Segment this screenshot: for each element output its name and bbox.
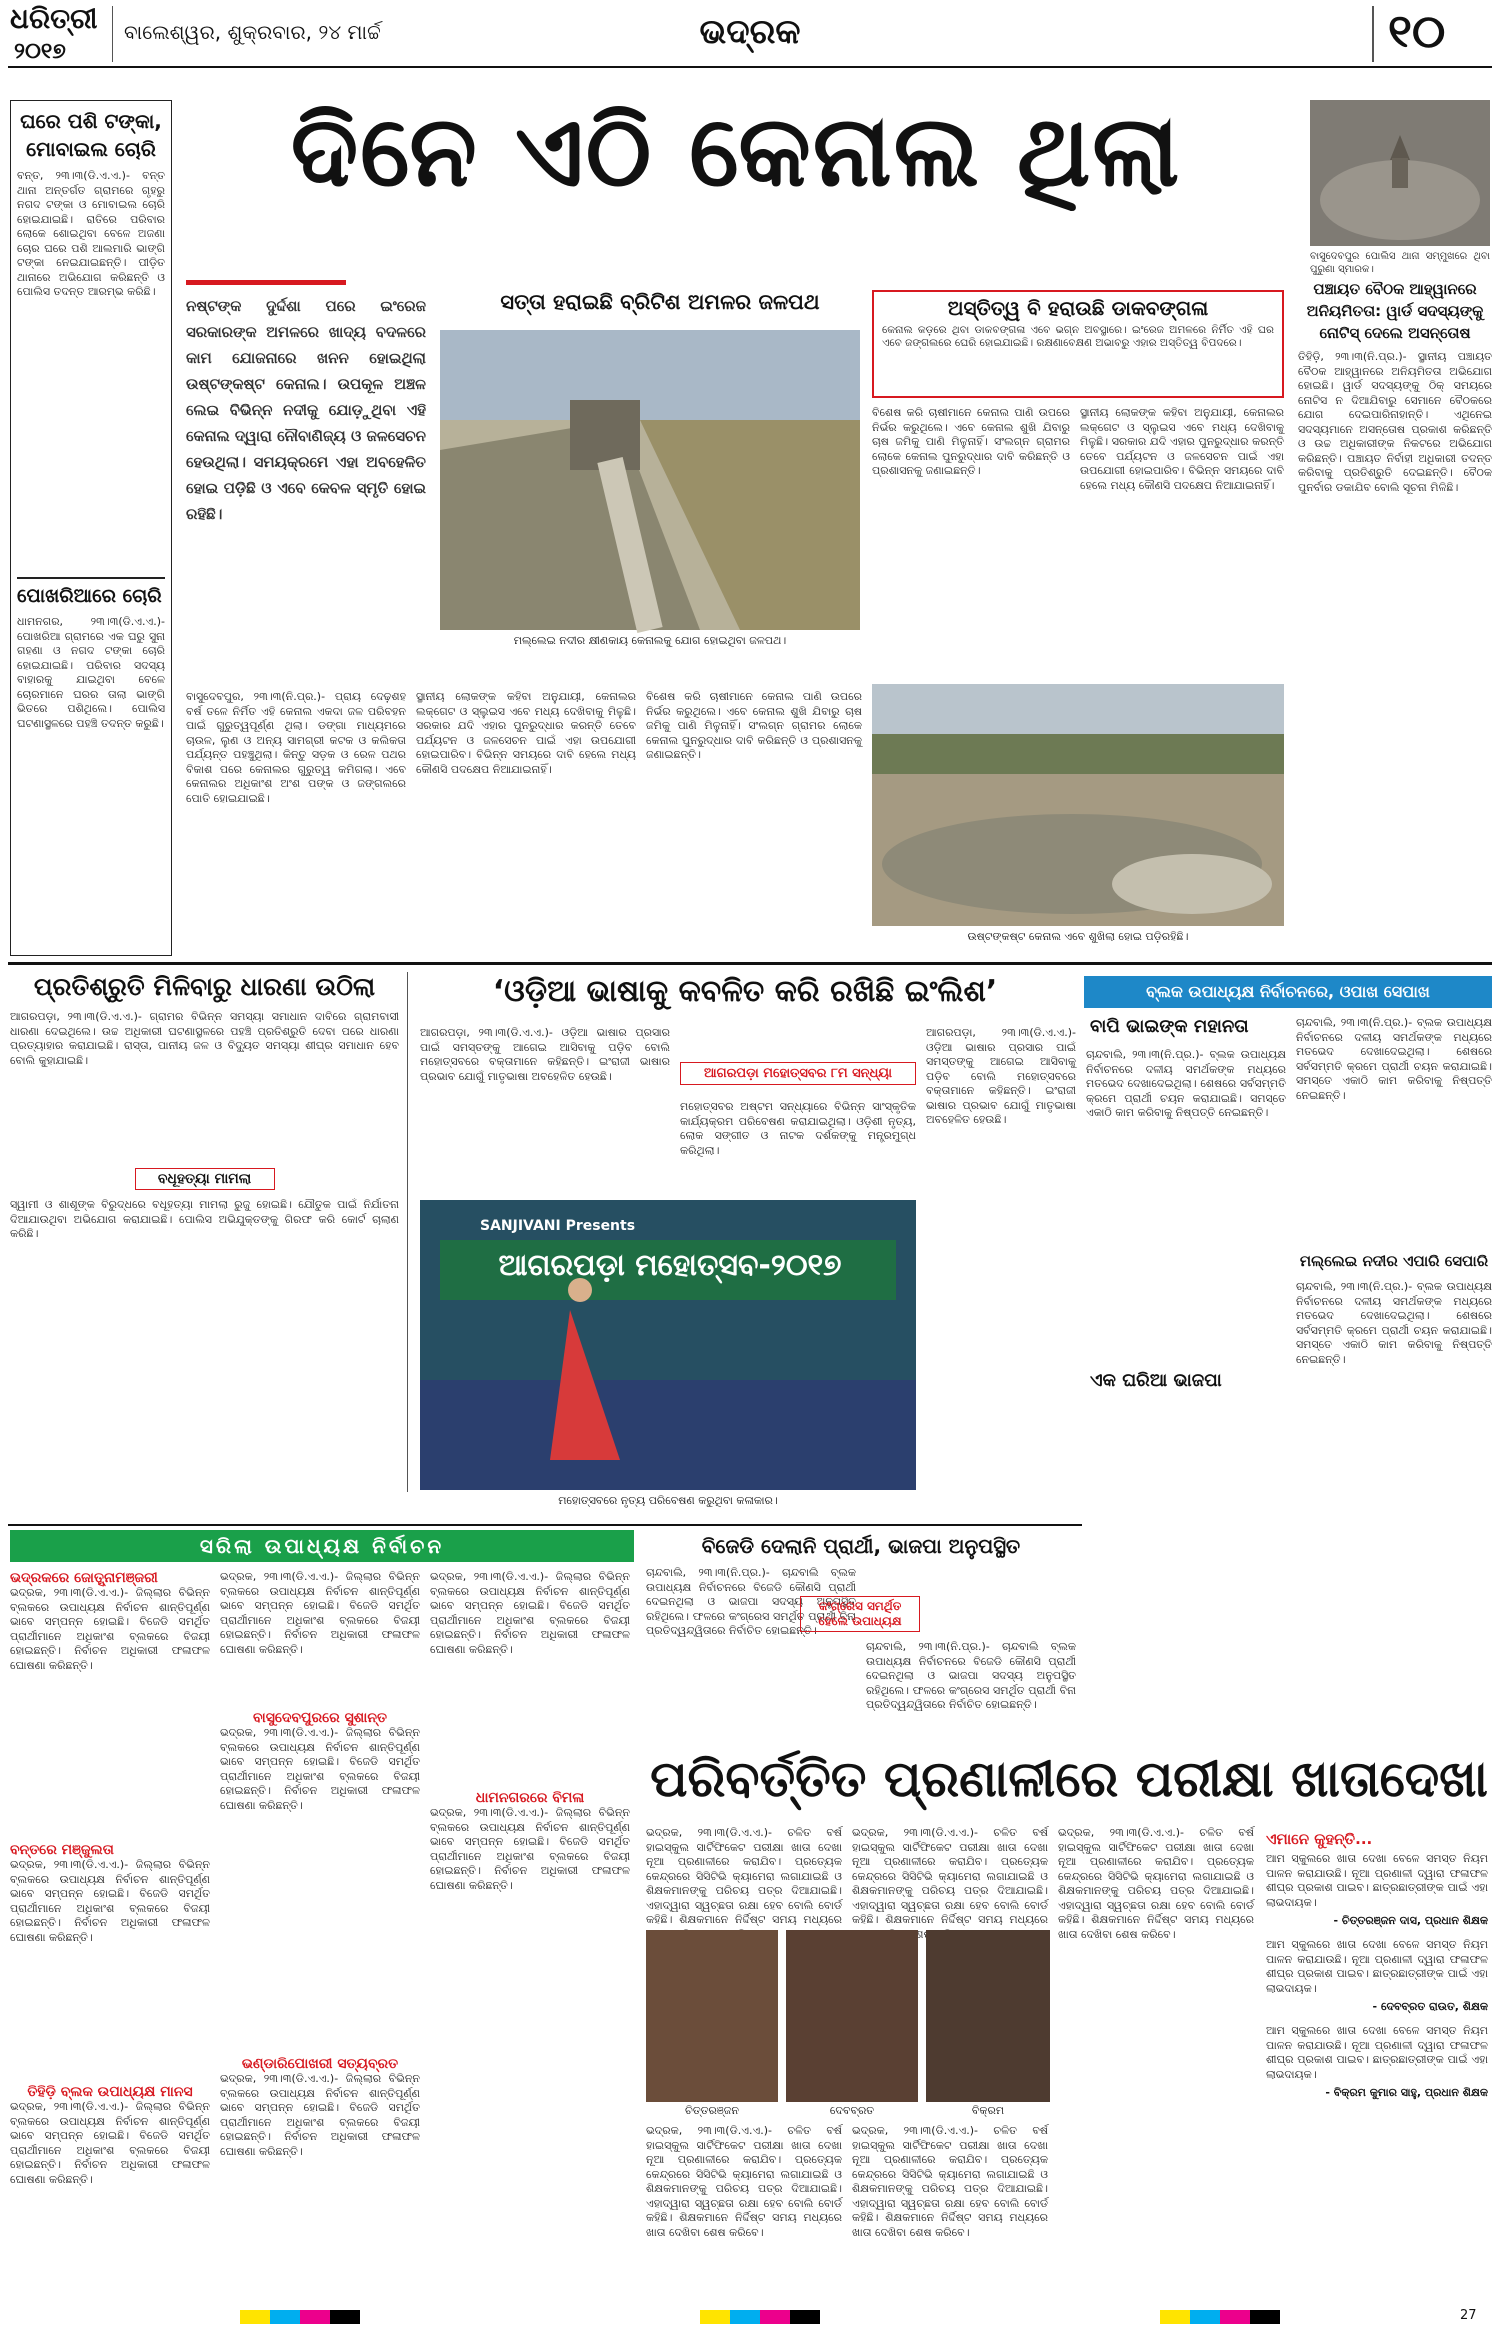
- portrait-3: [926, 1930, 1050, 2102]
- dak-bungalow-text: କେନାଲ କଡ଼ରେ ଥିବା ଡାକବଙ୍ଗଳା ଏବେ ଭଗ୍ନ ଅବସ୍ଥାରେ। ଇଂରେଜ ଅମଳରେ ନିର୍ମିତ ଏହି ଘର ଏବେ ଜଙ୍ଗଲରେ ଘେରି ହୋଇଯାଇଛି। ରକ୍ଷଣାବେକ୍ଷଣ ଅଭାବରୁ ଏହାର ଅସ୍ତିତ୍ୱ ବିପଦରେ।: [882, 324, 1274, 349]
- exam-text-col1b: ଭଦ୍ରକ, ୨୩।୩(ଡି.ଏ.ଏ.)- ଚଳିତ ବର୍ଷ ହାଇସ୍କୁଲ ସାର୍ଟିଫିକେଟ ପରୀକ୍ଷା ଖାତା ଦେଖା ନୂଆ ପ୍ରଣାଳୀରେ କରାଯିବ। ପ୍ରତ୍ୟେକ କେନ୍ଦ୍ରରେ ସିସିଟିଭି କ୍ୟାମେରା ଲଗାଯାଇଛି ଓ ଶିକ୍ଷକମାନଙ୍କୁ ପରିଚୟ ପତ୍ର ଦିଆଯାଇଛି। ଏହାଦ୍ୱାରା ସ୍ୱଚ୍ଛତା ରକ୍ଷା ହେବ ବୋଲି ବୋର୍ଡ କହିଛି। ଶିକ୍ଷକମାନେ ନିର୍ଦ୍ଦିଷ୍ଟ ସମୟ ମଧ୍ୟରେ ଖାତା ଦେଖିବା ଶେଷ କରିବେ।: [646, 2124, 842, 2239]
- bapi-headline: ବାପି ଭାଇଙ୍କ ମହାନତା: [1090, 1016, 1249, 1037]
- exam-text-col1: ଭଦ୍ରକ, ୨୩।୩(ଡି.ଏ.ଏ.)- ଚଳିତ ବର୍ଷ ହାଇସ୍କୁଲ ସାର୍ଟିଫିକେଟ ପରୀକ୍ଷା ଖାତା ଦେଖା ନୂଆ ପ୍ରଣାଳୀରେ କରାଯିବ। ପ୍ରତ୍ୟେକ କେନ୍ଦ୍ରରେ ସିସିଟିଭି କ୍ୟାମେରା ଲଗାଯାଇଛି ଓ ଶିକ୍ଷକମାନଙ୍କୁ ପରିଚୟ ପତ୍ର ଦିଆଯାଇଛି। ଏହାଦ୍ୱାରା ସ୍ୱଚ୍ଛତା ରକ୍ଷା ହେବ ବୋଲି ବୋର୍ଡ କହିଛି। ଶିକ୍ଷକମାନେ ନିର୍ଦ୍ଦିଷ୍ଟ ସମୟ ମଧ୍ୟରେ: [646, 1826, 842, 1926]
- festival-text: ମହୋତ୍ସବର ଅଷ୍ଟମ ସନ୍ଧ୍ୟାରେ ବିଭିନ୍ନ ସାଂସ୍କୃତିକ କାର୍ଯ୍ୟକ୍ରମ ପରିବେଷଣ କରାଯାଇଥିଲା। ଓଡ଼ିଶୀ ନୃତ୍ୟ, ଲୋକ ସଙ୍ଗୀତ ଓ ନାଟକ ଦର୍ଶକଙ୍କୁ ମନ୍ତ୍ରମୁଗ୍ଧ କରିଥିଲା।: [680, 1100, 916, 1157]
- main-headline: ଦିନେ ଏଠି କେନାଲ ଥିଲା: [290, 95, 1182, 209]
- canal-intro-text: ନଷ୍ଟଙ୍କ ଦୁର୍ଦ୍ଦଶା ପରେ ଇଂରେଜ ସରକାରଙ୍କ ଅମଳରେ ଖାଦ୍ୟ ବଦଳରେ କାମ ଯୋଜନାରେ ଖନନ ହୋଇଥିଲା ଉଷ୍ଟଙ୍କଷ୍ଟ କେନାଲ। ଉପକୂଳ ଅଞ୍ଚଳ ଲେଇ ବିଭିନ୍ନ ନଦୀକୁ ଯୋଡ଼ୁଥିବା ଏହି କେନାଲ ଦ୍ୱାରା ନୌବାଣିଜ୍ୟ ଓ ଜଳସେଚନ ହେଉଥିଲା। ସମୟକ୍ରମେ ଏହା ଅବହେଳିତ ହୋଇ ପଡ଼ିଛି ଓ ଏବେ କେବଳ ସ୍ମୃତି ହୋଇ ରହିଛି।: [186, 297, 427, 523]
- vp-results-box: [10, 1530, 634, 2290]
- bapi-text-col2: ଚାନ୍ଦବାଲି, ୨୩।୩(ନି.ପ୍ର.)- ବ୍ଲକ ଉପାଧ୍ୟକ୍ଷ ନିର୍ବାଚନରେ ଦଳୀୟ ସମର୍ଥକଙ୍କ ମଧ୍ୟରେ ମତଭେଦ ଦେଖାଦେଇଥିଲା। ଶେଷରେ ସର୍ବସମ୍ମତି କ୍ରମେ ପ୍ରାର୍ଥୀ ଚୟନ କରାଯାଇଛି। ସମସ୍ତେ ଏକାଠି କାମ କରିବାକୁ ନିଷ୍ପତ୍ତି ନେଇଛନ୍ତି।: [1296, 1016, 1492, 1102]
- masthead: [0, 0, 1500, 66]
- dharana-text: ଆଗରପଡ଼ା, ୨୩।୩(ଡି.ଏ.ଏ.)- ଗ୍ରାମର ବିଭିନ୍ନ ସମସ୍ୟା ସମାଧାନ ଦାବିରେ ଗ୍ରାମବାସୀ ଧାରଣା ଦେଇଥିଲେ। ଉଚ୍ଚ ଅଧିକାରୀ ଘଟଣାସ୍ଥଳରେ ପହଞ୍ଚି ପ୍ରତିଶ୍ରୁତି ଦେବା ପରେ ଧାରଣା ପ୍ରତ୍ୟାହାର କରାଯାଇଛି। ରାସ୍ତା, ପାନୀୟ ଜଳ ଓ ବିଦ୍ୟୁତ ସମସ୍ୟା ଶୀଘ୍ର ସମାଧାନ ହେବ ବୋଲି କୁହାଯାଇଛି।: [10, 1010, 399, 1067]
- banner-small-text: SANJIVANI Presents: [480, 1218, 636, 1234]
- registration-marks-3: [1160, 2310, 1280, 2324]
- canal-subhead: ସତ୍ତା ହରାଇଛି ବ୍ରିଟିଶ ଅମଳର ଜଳପଥ: [500, 290, 820, 314]
- right-col-story: [1298, 278, 1492, 954]
- result-bhadrak: ଭଦ୍ରକରେ ଜୋତ୍ସ୍ନାମଞ୍ଜରୀ: [10, 1570, 158, 1586]
- result-basudevpur-text: ଭଦ୍ରକ, ୨୩।୩(ଡି.ଏ.ଏ.)- ଜିଲ୍ଲାର ବିଭିନ୍ନ ବ୍ଲକରେ ଉପାଧ୍ୟକ୍ଷ ନିର୍ବାଚନ ଶାନ୍ତିପୂର୍ଣ୍ଣ ଭାବେ ସମ୍ପନ୍ନ ହୋଇଛି। ବିଜେଡି ସମର୍ଥିତ ପ୍ରାର୍ଥୀମାନେ ଅଧିକାଂଶ ବ୍ଲକରେ ବିଜୟୀ ହୋଇଛନ୍ତି। ନିର୍ବାଚନ ଅଧିକାରୀ ଫଳାଫଳ ଘୋଷଣା କରିଛନ୍ତି।: [220, 1726, 420, 1812]
- result-basudevpur: ବାସୁଦେବପୁରରେ ସୁଶାନ୍ତ: [252, 1710, 387, 1726]
- brief-text-theft: ବନ୍ତ, ୨୩।୩(ଡି.ଏ.ଏ.)- ବନ୍ତ ଥାନା ଅନ୍ତର୍ଗତ ଗ୍ରାମରେ ଗୃହରୁ ନଗଦ ଟଙ୍କା ଓ ମୋବାଇଲ ଚୋରି ହୋଇଯାଇଛି। ରାତିରେ ପରିବାର ଲୋକେ ଶୋଇଥିବା ବେଳେ ଅଜଣା ଚୋର ଘରେ ପଶି ଆଲମାରି ଭାଙ୍ଗି ଟଙ୍କା ନେଇଯାଇଛନ୍ତି। ପୀଡ଼ିତ ଥାନାରେ ଅଭିଯୋଗ କରିଛନ୍ତି ଓ ପୋଲିସ ତଦନ୍ତ ଆରମ୍ଭ କରିଛି।: [17, 169, 165, 298]
- portrait-2: [786, 1930, 918, 2102]
- canal-intro: [186, 280, 426, 680]
- festival-subhead: ଆଗରପଡ଼ା ମହୋତ୍ସବର ୮ମ ସନ୍ଧ୍ୟା: [680, 1062, 916, 1085]
- stage-caption: ମହୋତ୍ସବରେ ନୃତ୍ୟ ପରିବେଷଣ କରୁଥିବା କଳାକାର।: [558, 1494, 778, 1507]
- result-bhadrak-text: ଭଦ୍ରକ, ୨୩।୩(ଡି.ଏ.ଏ.)- ଜିଲ୍ଲାର ବିଭିନ୍ନ ବ୍ଲକରେ ଉପାଧ୍ୟକ୍ଷ ନିର୍ବାଚନ ଶାନ୍ତିପୂର୍ଣ୍ଣ ଭାବେ ସମ୍ପନ୍ନ ହୋଇଛି। ବିଜେଡି ସମର୍ଥିତ ପ୍ରାର୍ଥୀମାନେ ଅଧିକାଂଶ ବ୍ଲକରେ ବିଜୟୀ ହୋଇଛନ୍ତି। ନିର୍ବାଚନ ଅଧିକାରୀ ଫଳାଫଳ ଘୋଷଣା କରିଛନ୍ତି।: [10, 1586, 210, 1672]
- registration-marks-2: [700, 2310, 820, 2324]
- dateline: ବାଲେଶ୍ୱର, ଶୁକ୍ରବାର, ୨୪ ମାର୍ଚ୍ଚ: [124, 20, 381, 44]
- portrait-3-caption: ବିକ୍ରମ: [971, 2104, 1005, 2117]
- exam-text-col3: ଭଦ୍ରକ, ୨୩।୩(ଡି.ଏ.ଏ.)- ଚଳିତ ବର୍ଷ ହାଇସ୍କୁଲ ସାର୍ଟିଫିକେଟ ପରୀକ୍ଷା ଖାତା ଦେଖା ନୂଆ ପ୍ରଣାଳୀରେ କରାଯିବ। ପ୍ରତ୍ୟେକ କେନ୍ଦ୍ରରେ ସିସିଟିଭି କ୍ୟାମେରା ଲଗାଯାଇଛି ଓ ଶିକ୍ଷକମାନଙ୍କୁ ପରିଚୟ ପତ୍ର ଦିଆଯାଇଛି। ଏହାଦ୍ୱାରା ସ୍ୱଚ୍ଛତା ରକ୍ଷା ହେବ ବୋଲି ବୋର୍ଡ କହିଛି। ଶିକ୍ଷକମାନେ ନିର୍ଦ୍ଦିଷ୍ଟ ସମୟ ମଧ୍ୟରେ ଖାତା ଦେଖିବା ଶେଷ କରିବେ।: [1058, 1826, 1254, 1941]
- brief-headline-theft: ଘରେ ପଶି ଟଙ୍କା, ମୋବାଇଲ ଚୋରି: [20, 109, 162, 161]
- odia-language-headline: ‘ଓଡ଼ିଆ ଭାଷାକୁ କବଳିତ କରି ରଖିଛି ଇଂଲିଶ’: [492, 974, 998, 1009]
- article-col-e: ବିଶେଷ କରି ଚାଷୀମାନେ କେନାଲ ପାଣି ଉପରେ ନିର୍ଭର କରୁଥିଲେ। ଏବେ କେନାଲ ଶୁଖି ଯିବାରୁ ଚାଷ ଜମିକୁ ପାଣି ମିଳୁନାହିଁ। ସଂଲଗ୍ନ ଗ୍ରାମର ଲୋକେ କେନାଲ ପୁନରୁଦ୍ଧାର ଦାବି କରିଛନ୍ତି ଓ ପ୍ରଶାସନକୁ ଜଣାଇଛନ୍ତି।: [646, 690, 862, 761]
- bjp-headline: ଏକ ଘରିଆ ଭାଜପା: [1090, 1370, 1222, 1391]
- article-col-b: ସ୍ଥାନୀୟ ଲୋକଙ୍କ କହିବା ଅନୁଯାୟୀ, କେନାଲର ଲକ୍‌ଗେଟ ଓ ସ୍ଲୁଇସ ଏବେ ମଧ୍ୟ ଦେଖିବାକୁ ମିଳୁଛି। ସରକାର ଯଦି ଏହାର ପୁନରୁଦ୍ଧାର କରନ୍ତି ତେବେ ପର୍ଯ୍ୟଟନ ଓ ଜଳସେଚନ ପାଇଁ ଏହା ଉପଯୋଗୀ ହୋଇପାରିବ। ବିଭିନ୍ନ ସମୟରେ ଦାବି ହେଲେ ମଧ୍ୟ କୌଣସି ପଦକ୍ଷେପ ନିଆଯାଇନାହିଁ।: [1080, 406, 1284, 492]
- congress-box: କଂଗ୍ରେସ ସମର୍ଥିତ ହେଲେ ଉପାଧ୍ୟକ୍ଷ: [800, 1596, 920, 1632]
- result-bhandaripokhari-text: ଭଦ୍ରକ, ୨୩।୩(ଡି.ଏ.ଏ.)- ଜିଲ୍ଲାର ବିଭିନ୍ନ ବ୍ଲକରେ ଉପାଧ୍ୟକ୍ଷ ନିର୍ବାଚନ ଶାନ୍ତିପୂର୍ଣ୍ଣ ଭାବେ ସମ୍ପନ୍ନ ହୋଇଛି। ବିଜେଡି ସମର୍ଥିତ ପ୍ରାର୍ଥୀମାନେ ଅଧିକାଂଶ ବ୍ଲକରେ ବିଜୟୀ ହୋଇଛନ୍ତି। ନିର୍ବାଚନ ଅଧିକାରୀ ଫଳାଫଳ ଘୋଷଣା କରିଛନ୍ତି।: [220, 2072, 420, 2158]
- right-top-caption: ବାସୁଦେବପୁର ପୋଲିସ ଥାନା ସମ୍ମୁଖରେ ଥିବା ପୁରୁଣା ସ୍ମାରକ।: [1310, 251, 1490, 275]
- footer-page-number: 27: [1460, 2308, 1477, 2323]
- bjd-headline: ବିଜେଡି ଦେଲାନି ପ୍ରାର୍ଥୀ, ଭାଜପା ଅନୁପସ୍ଥିତ: [701, 1534, 1021, 1558]
- banner-title: ଆଗରପଡ଼ା ମହୋତ୍ସବ-୨୦୧୭: [498, 1248, 842, 1283]
- right-col-headline: ପଞ୍ଚାୟତ ବୈଠକ ଆହ୍ୱାନରେ ଅନିୟମିତତା: ୱାର୍ଡ ସଦସ୍ୟଙ୍କୁ ନୋଟିସ୍ ଦେଲେ ଅସନ୍ତୋଷ: [1306, 280, 1484, 342]
- result-dhamnagar: ଧାମନଗରରେ ବିମଳା: [475, 1790, 585, 1806]
- canal-photo-illustration: [440, 330, 860, 630]
- result-bant: ବନ୍ତରେ ମଞ୍ଜୁଲତା: [10, 1842, 114, 1858]
- canal-photo: [440, 330, 860, 630]
- dowry-text: ସ୍ୱାମୀ ଓ ଶାଶୂଙ୍କ ବିରୁଦ୍ଧରେ ବଧୂହତ୍ୟା ମାମଲା ରୁଜୁ ହୋଇଛି। ଯୌତୁକ ପାଇଁ ନିର୍ଯାତନା ଦିଆଯାଉଥିବା ଅଭିଯୋଗ କରାଯାଇଛି। ପୋଲିସ ଅଭିଯୁକ୍ତଙ୍କୁ ଗିରଫ କରି କୋର୍ଟ ଚାଲାଣ କରିଛି।: [10, 1198, 399, 1240]
- result-dhamnagar-text: ଭଦ୍ରକ, ୨୩।୩(ଡି.ଏ.ଏ.)- ଜିଲ୍ଲାର ବିଭିନ୍ନ ବ୍ଲକରେ ଉପାଧ୍ୟକ୍ଷ ନିର୍ବାଚନ ଶାନ୍ତିପୂର୍ଣ୍ଣ ଭାବେ ସମ୍ପନ୍ନ ହୋଇଛି। ବିଜେଡି ସମର୍ଥିତ ପ୍ରାର୍ଥୀମାନେ ଅଧିକାଂଶ ବ୍ଲକରେ ବିଜୟୀ ହୋଇଛନ୍ତି। ନିର୍ବାଚନ ଅଧିକାରୀ ଫଳାଫଳ ଘୋଷଣା କରିଛନ୍ତି।: [430, 1806, 630, 1892]
- bjd-text-col2: ଚାନ୍ଦବାଲି, ୨୩।୩(ନି.ପ୍ର.)- ଚାନ୍ଦବାଲି ବ୍ଲକ ଉପାଧ୍ୟକ୍ଷ ନିର୍ବାଚନରେ ବିଜେଡି କୌଣସି ପ୍ରାର୍ଥୀ ଦେଇନଥିଲା ଓ ଭାଜପା ସଦସ୍ୟ ଅନୁପସ୍ଥିତ ରହିଥିଲେ। ଫଳରେ କଂଗ୍ରେସ ସମର୍ଥିତ ପ୍ରାର୍ଥୀ ବିନା ପ୍ରତିଦ୍ୱନ୍ଦ୍ୱିତାରେ ନିର୍ବାଚିତ ହୋଇଛନ୍ତି।: [866, 1640, 1076, 1711]
- article-col-a: ବିଶେଷ କରି ଚାଷୀମାନେ କେନାଲ ପାଣି ଉପରେ ନିର୍ଭର କରୁଥିଲେ। ଏବେ କେନାଲ ଶୁଖି ଯିବାରୁ ଚାଷ ଜମିକୁ ପାଣି ମିଳୁନାହିଁ। ସଂଲଗ୍ନ ଗ୍ରାମର ଲୋକେ କେନାଲ ପୁନରୁଦ୍ଧାର ଦାବି କରିଛନ୍ତି ଓ ପ୍ରଶାସନକୁ ଜଣାଇଛନ୍ତି।: [872, 406, 1070, 477]
- section-title: ଭଦ୍ରକ: [699, 12, 801, 52]
- dowry-label: ବଧୂହତ୍ୟା ମାମଲା: [135, 1168, 275, 1190]
- canal-photo-caption: ମଲ୍ଲେଇ ନଦୀର କ୍ଷୀଣକାୟ କେନାଲକୁ ଯୋଗ ହୋଇଥିବା ଜଳପଥ।: [513, 634, 787, 647]
- result-col3-text: ଭଦ୍ରକ, ୨୩।୩(ଡି.ଏ.ଏ.)- ଜିଲ୍ଲାର ବିଭିନ୍ନ ବ୍ଲକରେ ଉପାଧ୍ୟକ୍ଷ ନିର୍ବାଚନ ଶାନ୍ତିପୂର୍ଣ୍ଣ ଭାବେ ସମ୍ପନ୍ନ ହୋଇଛି। ବିଜେଡି ସମର୍ଥିତ ପ୍ରାର୍ଥୀମାନେ ଅଧିକାଂଶ ବ୍ଲକରେ ବିଜୟୀ ହୋଇଛନ୍ତି। ନିର୍ବାଚନ ଅଧିକାରୀ ଫଳାଫଳ ଘୋଷଣା କରିଛନ୍ତି।: [430, 1570, 630, 1656]
- right-col-text: ତିହିଡ଼ି, ୨୩।୩(ନି.ପ୍ର.)- ସ୍ଥାନୀୟ ପଞ୍ଚାୟତ ବୈଠକ ଆହ୍ୱାନରେ ଅନିୟମିତତା ଅଭିଯୋଗ ହୋଇଛି। ୱାର୍ଡ ସଦସ୍ୟଙ୍କୁ ଠିକ୍ ସମୟରେ ନୋଟିସ ନ ଦିଆଯିବାରୁ ସେମାନେ ବୈଠକରେ ଯୋଗ ଦେଇପାରିନାହାନ୍ତି। ଏଥିନେଇ ସଦସ୍ୟମାନେ ଅସନ୍ତୋଷ ପ୍ରକାଶ କରିଛନ୍ତି ଓ ଉଚ୍ଚ ଅଧିକାରୀଙ୍କ ନିକଟରେ ଅଭିଯୋଗ କରିଛନ୍ତି। ପଞ୍ଚାୟତ ନିର୍ବାହୀ ଅଧିକାରୀ ତଦନ୍ତ କରିବାକୁ ପ୍ରତିଶ୍ରୁତି ଦେଇଛନ୍ତି। ବୈଠକ ପୁନର୍ବାର ଡକାଯିବ ବୋଲି ସୂଚନା ମିଳିଛି।: [1298, 350, 1492, 494]
- brief-text-pokharia: ଧାମନଗର, ୨୩।୩(ଡି.ଏ.ଏ.)- ପୋଖରିଆ ଗ୍ରାମରେ ଏକ ଘରୁ ସୁନା ଗହଣା ଓ ନଗଦ ଟଙ୍କା ଚୋରି ହୋଇଯାଇଛି। ପରିବାର ସଦସ୍ୟ ବାହାରକୁ ଯାଇଥିବା ବେଳେ ଚୋରମାନେ ଘରର ତାଲା ଭାଙ୍ଗି ଭିତରେ ପଶିଥିଲେ। ପୋଲିସ ଘଟଣାସ୍ଥଳରେ ପହଞ୍ଚି ତଦନ୍ତ କରୁଛି।: [17, 615, 165, 730]
- signature-3: - ବିକ୍ରମ କୁମାର ସାହୁ, ପ୍ରଧାନ ଶିକ୍ଷକ: [1325, 2086, 1488, 2099]
- festival-stage-photo: [420, 1200, 916, 1490]
- result-bhandaripokhari: ଭଣ୍ଡାରିପୋଖରୀ ସତ୍ୟବ୍ରତ: [241, 2056, 399, 2072]
- dharana-story: [10, 972, 408, 1492]
- dharana-headline: ପ୍ରତିଶ୍ରୁତି ମିଳିବାରୁ ଧାରଣା ଉଠିଲା: [33, 972, 376, 1001]
- monument-illustration: [1310, 100, 1490, 246]
- exam-headline: ପରିବର୍ତ୍ତିତ ପ୍ରଣାଳୀରେ ପରୀକ୍ଷା ଖାତାଦେଖା: [650, 1750, 1488, 1808]
- brief-headline-pokharia: ପୋଖରିଆରେ ଚୋରି: [17, 577, 165, 607]
- stage-illustration: [420, 1200, 916, 1490]
- article-col-c: ବାସୁଦେବପୁର, ୨୩।୩(ନି.ପ୍ର.)- ପ୍ରାୟ ଦେଢ଼ଶହ ବର୍ଷ ତଳେ ନିର୍ମିତ ଏହି କେନାଲ ଏକଦା ଜଳ ପରିବହନ ପାଇଁ ଗୁରୁତ୍ୱପୂର୍ଣ୍ଣ ଥିଲା। ଡଙ୍ଗା ମାଧ୍ୟମରେ ଚାଉଳ, ଲୁଣ ଓ ଅନ୍ୟ ସାମଗ୍ରୀ କଟକ ଓ କଲିକତା ପର୍ଯ୍ୟନ୍ତ ପହଞ୍ଚୁଥିଲା। କିନ୍ତୁ ସଡ଼କ ଓ ରେଳ ପଥର ବିକାଶ ପରେ କେନାଲର ଗୁରୁତ୍ୱ କମିଗଲା। ଏବେ କେନାଲର ଅଧିକାଂଶ ଅଂଶ ପଙ୍କ ଓ ଜଙ୍ଗଲରେ ପୋତି ହୋଇଯାଇଛି।: [186, 690, 406, 805]
- result-bant-text: ଭଦ୍ରକ, ୨୩।୩(ଡି.ଏ.ଏ.)- ଜିଲ୍ଲାର ବିଭିନ୍ନ ବ୍ଲକରେ ଉପାଧ୍ୟକ୍ଷ ନିର୍ବାଚନ ଶାନ୍ତିପୂର୍ଣ୍ଣ ଭାବେ ସମ୍ପନ୍ନ ହୋଇଛି। ବିଜେଡି ସମର୍ଥିତ ପ୍ରାର୍ଥୀମାନେ ଅଧିକାଂଶ ବ୍ଲକରେ ବିଜୟୀ ହୋଇଛନ୍ତି। ନିର୍ବାଚନ ଅଧିକାରୀ ଫଳାଫଳ ଘୋଷଣା କରିଛନ୍ତି।: [10, 1858, 210, 1944]
- they-say-text-1: ଆମ ସ୍କୁଲରେ ଖାତା ଦେଖା ବେଳେ ସମସ୍ତ ନିୟମ ପାଳନ କରାଯାଉଛି। ନୂଆ ପ୍ରଣାଳୀ ଦ୍ୱାରା ଫଳାଫଳ ଶୀଘ୍ର ପ୍ରକାଶ ପାଇବ। ଛାତ୍ରଛାତ୍ରୀଙ୍କ ପାଇଁ ଏହା ଲାଭଦାୟକ।: [1266, 1852, 1488, 1909]
- portrait-1: [646, 1930, 778, 2102]
- portrait-1-caption: ଚିତ୍ତରଞ୍ଜନ: [685, 2104, 739, 2117]
- exam-text-col2: ଭଦ୍ରକ, ୨୩।୩(ଡି.ଏ.ଏ.)- ଚଳିତ ବର୍ଷ ହାଇସ୍କୁଲ ସାର୍ଟିଫିକେଟ ପରୀକ୍ଷା ଖାତା ଦେଖା ନୂଆ ପ୍ରଣାଳୀରେ କରାଯିବ। ପ୍ରତ୍ୟେକ କେନ୍ଦ୍ରରେ ସିସିଟିଭି କ୍ୟାମେରା ଲଗାଯାଇଛି ଓ ଶିକ୍ଷକମାନଙ୍କୁ ପରିଚୟ ପତ୍ର ଦିଆଯାଇଛି। ଏହାଦ୍ୱାରା ସ୍ୱଚ୍ଛତା ରକ୍ଷା ହେବ ବୋଲି ବୋର୍ଡ କହିଛି। ଶିକ୍ଷକମାନେ ନିର୍ଦ୍ଦିଷ୍ଟ ସମୟ ମଧ୍ୟରେ ଶେଷ: [852, 1826, 1048, 1941]
- result-tihidi-text: ଭଦ୍ରକ, ୨୩।୩(ଡି.ଏ.ଏ.)- ଜିଲ୍ଲାର ବିଭିନ୍ନ ବ୍ଲକରେ ଉପାଧ୍ୟକ୍ଷ ନିର୍ବାଚନ ଶାନ୍ତିପୂର୍ଣ୍ଣ ଭାବେ ସମ୍ପନ୍ନ ହୋଇଛି। ବିଜେଡି ସମର୍ଥିତ ପ୍ରାର୍ଥୀମାନେ ଅଧିକାଂଶ ବ୍ଲକରେ ବିଜୟୀ ହୋଇଛନ୍ତି। ନିର୍ବାଚନ ଅଧିକାରୀ ଫଳାଫଳ ଘୋଷଣା କରିଛନ୍ତି।: [10, 2100, 210, 2186]
- left-brief-box: [10, 100, 172, 956]
- they-say-text-3: ଆମ ସ୍କୁଲରେ ଖାତା ଦେଖା ବେଳେ ସମସ୍ତ ନିୟମ ପାଳନ କରାଯାଉଛି। ନୂଆ ପ୍ରଣାଳୀ ଦ୍ୱାରା ଫଳାଫଳ ଶୀଘ୍ର ପ୍ରକାଶ ପାଇବ। ଛାତ୍ରଛାତ୍ରୀଙ୍କ ପାଇଁ ଏହା ଲାଭଦାୟକ।: [1266, 2024, 1488, 2081]
- they-say-text-2: ଆମ ସ୍କୁଲରେ ଖାତା ଦେଖା ବେଳେ ସମସ୍ତ ନିୟମ ପାଳନ କରାଯାଉଛି। ନୂଆ ପ୍ରଣାଳୀ ଦ୍ୱାରା ଫଳାଫଳ ଶୀଘ୍ର ପ୍ରକାଶ ପାଇବ। ଛାତ୍ରଛାତ୍ରୀଙ୍କ ପାଇଁ ଏହା ଲାଭଦାୟକ।: [1266, 1938, 1488, 1995]
- mallei-text: ଚାନ୍ଦବାଲି, ୨୩।୩(ନି.ପ୍ର.)- ବ୍ଲକ ଉପାଧ୍ୟକ୍ଷ ନିର୍ବାଚନରେ ଦଳୀୟ ସମର୍ଥକଙ୍କ ମଧ୍ୟରେ ମତଭେଦ ଦେଖାଦେଇଥିଲା। ଶେଷରେ ସର୍ବସମ୍ମତି କ୍ରମେ ପ୍ରାର୍ଥୀ ଚୟନ କରାଯାଇଛି। ସମସ୍ତେ ଏକାଠି କାମ କରିବାକୁ ନିଷ୍ପତ୍ତି ନେଇଛନ୍ତି।: [1296, 1280, 1492, 1366]
- right-top-photo: [1310, 100, 1490, 246]
- logo-year: ୨୦୧୭: [14, 38, 66, 64]
- signature-1: - ଚିତ୍ତରଞ୍ଜନ ଦାସ, ପ୍ରଧାନ ଶିକ୍ଷକ: [1333, 1914, 1488, 1927]
- dak-bungalow-box: [872, 290, 1284, 398]
- page-number: ୧୦: [1388, 4, 1446, 58]
- mallei-headline: ମଲ୍ଲେଇ ନଦୀର ଏପାରି ସେପାରି: [1299, 1252, 1489, 1270]
- footer: [0, 2300, 1500, 2335]
- vp-election-band: ବ୍ଲକ ଉପାଧ୍ୟକ୍ଷ ନିର୍ବାଚନରେ, ଓପାଖ ସେପାଖ: [1084, 976, 1492, 1008]
- dry-canal-photo: [872, 684, 1284, 926]
- logo: ଧରିତ୍ରୀ: [10, 2, 98, 35]
- dry-canal-caption: ଉଷ୍ଟଙ୍କଷ୍ଟ କେନାଲ ଏବେ ଶୁଖିଲା ହୋଇ ପଡ଼ିରହିଛି।: [967, 930, 1189, 943]
- registration-marks: [240, 2310, 360, 2324]
- festival-text-col3: ଆଗରପଡ଼ା, ୨୩।୩(ଡି.ଏ.ଏ.)- ଓଡ଼ିଆ ଭାଷାର ପ୍ରସାର ପାଇଁ ସମସ୍ତଙ୍କୁ ଆଗେଇ ଆସିବାକୁ ପଡ଼ିବ ବୋଲି ମହୋତ୍ସବରେ ବକ୍ତାମାନେ କହିଛନ୍ତି। ଇଂରାଜୀ ଭାଷାର ପ୍ରଭାବ ଯୋଗୁଁ ମାତୃଭାଷା ଅବହେଳିତ ହେଉଛି।: [926, 1026, 1076, 1126]
- bjd-text: ଚାନ୍ଦବାଲି, ୨୩।୩(ନି.ପ୍ର.)- ଚାନ୍ଦବାଲି ବ୍ଲକ ଉପାଧ୍ୟକ୍ଷ ନିର୍ବାଚନରେ ବିଜେଡି କୌଣସି ପ୍ରାର୍ଥୀ ଦେଇନଥିଲା ଓ ଭାଜପା ସଦସ୍ୟ ଅନୁପସ୍ଥିତ ରହିଥିଲେ। ଫଳରେ କଂଗ୍ରେସ ସମର୍ଥିତ ପ୍ରାର୍ଥୀ ବିନା ପ୍ରତିଦ୍ୱନ୍ଦ୍ୱିତାରେ ନିର୍ବାଚିତ ହୋଇଛନ୍ତି।: [646, 1566, 856, 1637]
- they-say-headline: ଏମାନେ କୁହନ୍ତି...: [1266, 1830, 1373, 1848]
- signature-2: - ଦେବବ୍ରତ ରାଉତ, ଶିକ୍ଷକ: [1372, 2000, 1488, 2013]
- article-col-d: ସ୍ଥାନୀୟ ଲୋକଙ୍କ କହିବା ଅନୁଯାୟୀ, କେନାଲର ଲକ୍‌ଗେଟ ଓ ସ୍ଲୁଇସ ଏବେ ମଧ୍ୟ ଦେଖିବାକୁ ମିଳୁଛି। ସରକାର ଯଦି ଏହାର ପୁନରୁଦ୍ଧାର କରନ୍ତି ତେବେ ପର୍ଯ୍ୟଟନ ଓ ଜଳସେଚନ ପାଇଁ ଏହା ଉପଯୋଗୀ ହୋଇପାରିବ। ବିଭିନ୍ନ ସମୟରେ ଦାବି ହେଲେ ମଧ୍ୟ କୌଣସି ପଦକ୍ଷେପ ନିଆଯାଇନାହିଁ।: [416, 690, 636, 776]
- they-say-box: [1262, 1826, 1492, 2290]
- exam-text-col2b: ଭଦ୍ରକ, ୨୩।୩(ଡି.ଏ.ଏ.)- ଚଳିତ ବର୍ଷ ହାଇସ୍କୁଲ ସାର୍ଟିଫିକେଟ ପରୀକ୍ଷା ଖାତା ଦେଖା ନୂଆ ପ୍ରଣାଳୀରେ କରାଯିବ। ପ୍ରତ୍ୟେକ କେନ୍ଦ୍ରରେ ସିସିଟିଭି କ୍ୟାମେରା ଲଗାଯାଇଛି ଓ ଶିକ୍ଷକମାନଙ୍କୁ ପରିଚୟ ପତ୍ର ଦିଆଯାଇଛି। ଏହାଦ୍ୱାରା ସ୍ୱଚ୍ଛତା ରକ୍ଷା ହେବ ବୋଲି ବୋର୍ଡ କହିଛି। ଶିକ୍ଷକମାନେ ନିର୍ଦ୍ଦିଷ୍ଟ ସମୟ ମଧ୍ୟରେ ଖାତା ଦେଖିବା ଶେଷ କରିବେ।: [852, 2124, 1048, 2239]
- dak-bungalow-headline: ଅସ୍ତିତ୍ୱ ବି ହରାଉଛି ଡାକବଙ୍ଗଳା: [947, 296, 1209, 320]
- odia-language-text: ଆଗରପଡ଼ା, ୨୩।୩(ଡି.ଏ.ଏ.)- ଓଡ଼ିଆ ଭାଷାର ପ୍ରସାର ପାଇଁ ସମସ୍ତଙ୍କୁ ଆଗେଇ ଆସିବାକୁ ପଡ଼ିବ ବୋଲି ମହୋତ୍ସବରେ ବକ୍ତାମାନେ କହିଛନ୍ତି। ଇଂରାଜୀ ଭାଷାର ପ୍ରଭାବ ଯୋଗୁଁ ମାତୃଭାଷା ଅବହେଳିତ ହେଉଛି।: [420, 1026, 670, 1083]
- portrait-2-caption: ଦେବବ୍ରତ: [829, 2104, 875, 2117]
- result-col2-text: ଭଦ୍ରକ, ୨୩।୩(ଡି.ଏ.ଏ.)- ଜିଲ୍ଲାର ବିଭିନ୍ନ ବ୍ଲକରେ ଉପାଧ୍ୟକ୍ଷ ନିର୍ବାଚନ ଶାନ୍ତିପୂର୍ଣ୍ଣ ଭାବେ ସମ୍ପନ୍ନ ହୋଇଛି। ବିଜେଡି ସମର୍ଥିତ ପ୍ରାର୍ଥୀମାନେ ଅଧିକାଂଶ ବ୍ଲକରେ ବିଜୟୀ ହୋଇଛନ୍ତି। ନିର୍ବାଚନ ଅଧିକାରୀ ଫଳାଫଳ ଘୋଷଣା କରିଛନ୍ତି।: [220, 1570, 420, 1656]
- result-tihidi: ତିହିଡ଼ି ବ୍ଲକ ଉପାଧ୍ୟକ୍ଷ ମାନସ: [27, 2084, 193, 2100]
- dry-canal-illustration: [872, 684, 1284, 926]
- vp-results-band: ସରିଲା ଉପାଧ୍ୟକ୍ଷ ନିର୍ବାଚନ: [10, 1530, 634, 1562]
- bapi-text: ଚାନ୍ଦବାଲି, ୨୩।୩(ନି.ପ୍ର.)- ବ୍ଲକ ଉପାଧ୍ୟକ୍ଷ ନିର୍ବାଚନରେ ଦଳୀୟ ସମର୍ଥକଙ୍କ ମଧ୍ୟରେ ମତଭେଦ ଦେଖାଦେଇଥିଲା। ଶେଷରେ ସର୍ବସମ୍ମତି କ୍ରମେ ପ୍ରାର୍ଥୀ ଚୟନ କରାଯାଇଛି। ସମସ୍ତେ ଏକାଠି କାମ କରିବାକୁ ନିଷ୍ପତ୍ତି ନେଇଛନ୍ତି।: [1086, 1048, 1286, 1119]
